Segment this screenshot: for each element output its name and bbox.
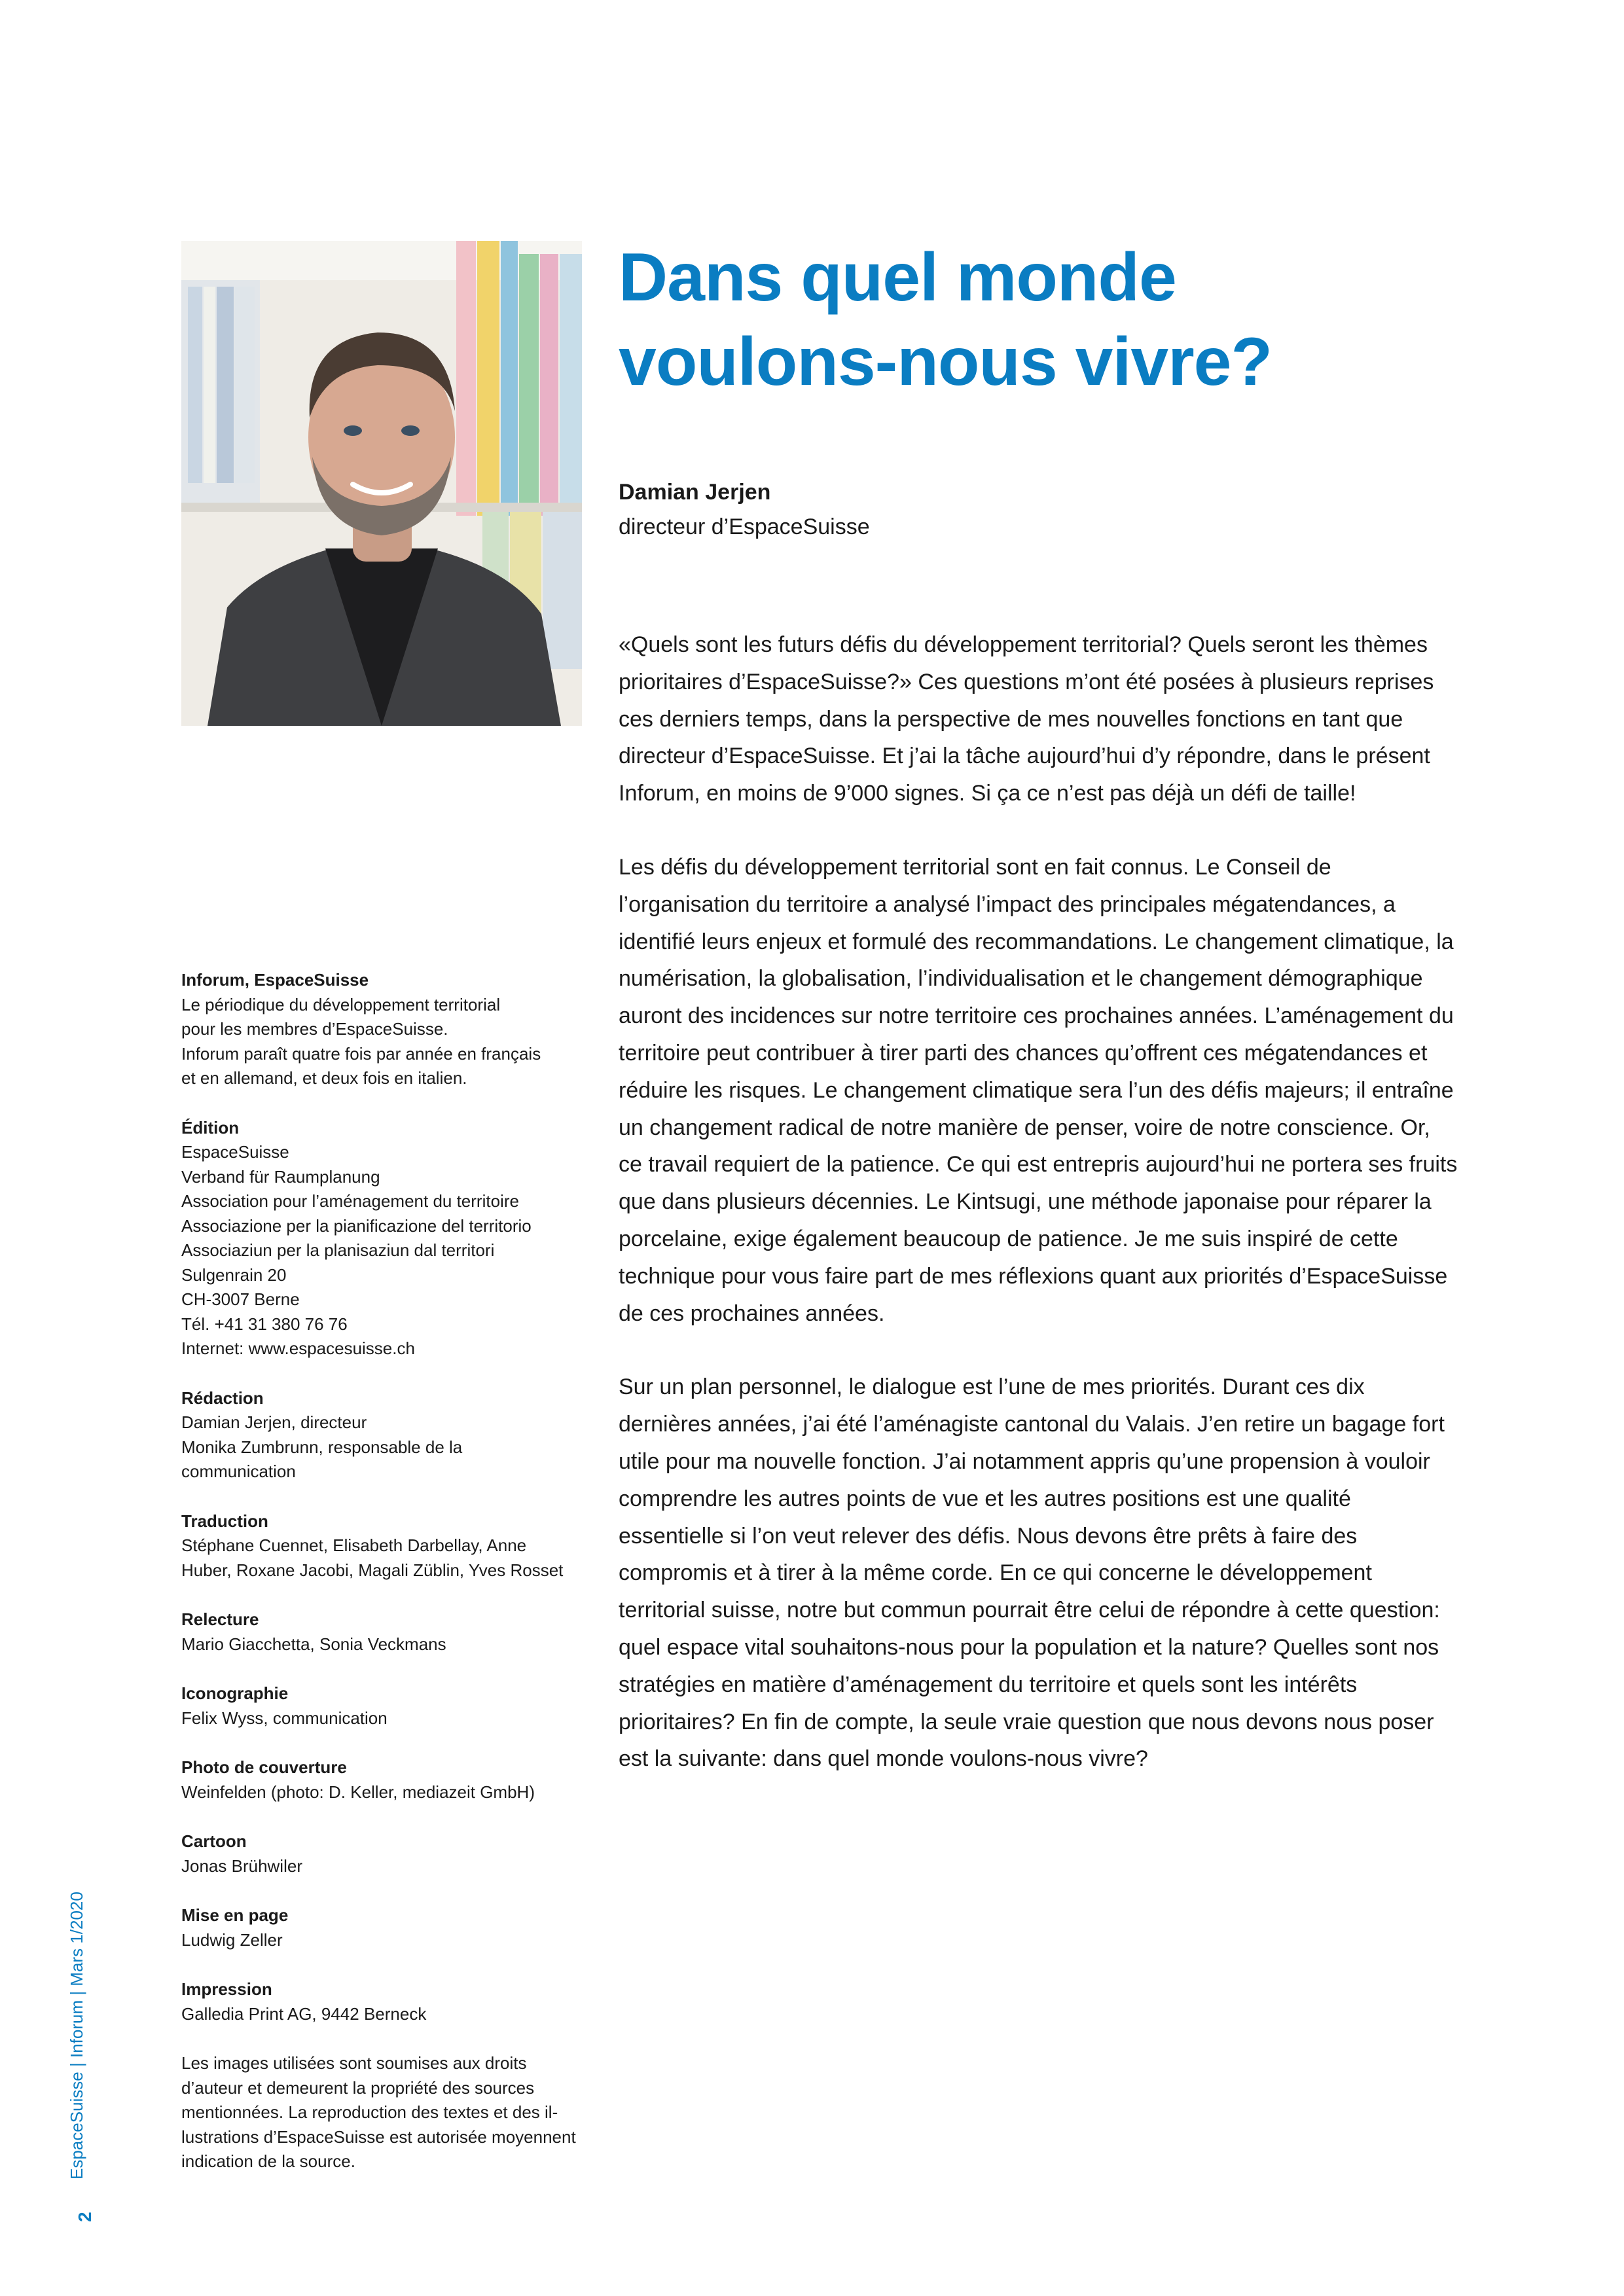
imprint-line: Ludwig Zeller (181, 1929, 283, 1950)
imprint-line: Association pour l’aménagement du territoire (181, 1191, 519, 1211)
article-paragraph: «Quels sont les futurs défis du développement territorial? Quels seront les thèmes prioritaires d’EspaceSuisse?» Ces questions m’ont été posées à plusieurs reprises ces derniers temps, dans la perspective de mes nouvelles fonctions en tant que directeur d’EspaceSuisse. Et j’ai la tâche aujourd’hui d’y répondre, dans le présent Inforum, en moins de 9’000 signes. Si ça ce n’est pas déjà un défi de taille! (619, 632, 1434, 806)
imprint-line: Stéphane Cuennet, Elisabeth Darbellay, Anne (181, 1535, 527, 1555)
imprint-line: Les images utilisées sont soumises aux droits (181, 2053, 527, 2073)
imprint-label: Édition (181, 1117, 240, 1138)
imprint-line: communication (181, 1462, 296, 1481)
imprint-block-relecture (181, 1607, 587, 1657)
imprint-line: Jonas Brühwiler (181, 1856, 302, 1876)
imprint-line: Galledia Print AG, 9442 Berneck (181, 2003, 427, 2024)
imprint-block-traduction (181, 1509, 587, 1583)
imprint-line: Associaziun per la planisaziun dal territori (181, 1240, 495, 1260)
imprint-line: Mario Giacchetta, Sonia Veckmans (181, 1634, 446, 1654)
imprint-line: lustrations d’EspaceSuisse est autorisée moyennent (181, 2126, 576, 2147)
imprint-label: Relecture (181, 1609, 259, 1629)
imprint-line: Huber, Roxane Jacobi, Magali Züblin, Yves Rosset (181, 1560, 564, 1580)
imprint-label: Traduction (181, 1511, 268, 1531)
imprint-label: Cartoon (181, 1831, 247, 1851)
imprint-line: indication de la source. (181, 2151, 355, 2171)
imprint-block-iconographie (181, 1681, 587, 1731)
imprint-block-intro (181, 968, 587, 1091)
imprint-label: Iconographie (181, 1683, 289, 1703)
imprint-block-mise-en-page (181, 1903, 587, 1952)
imprint-line: Inforum paraît quatre fois par année en français (181, 1043, 541, 1064)
imprint-column (181, 968, 587, 2199)
imprint-block-edition (181, 1116, 587, 1361)
imprint-line: Damian Jerjen, directeur (181, 1412, 367, 1432)
imprint-label: Inforum, EspaceSuisse (181, 970, 369, 990)
page-number: 2 (75, 2212, 95, 2222)
imprint-line: Verband für Raumplanung (181, 1166, 380, 1187)
article-headline (619, 236, 1535, 404)
imprint-phone: Tél. +41 31 380 76 76 (181, 1314, 348, 1334)
imprint-block-redaction (181, 1386, 587, 1484)
imprint-label: Impression (181, 1979, 272, 1999)
imprint-line: CH-3007 Berne (181, 1289, 300, 1309)
imprint-line: d’auteur et demeurent la propriété des sources (181, 2077, 535, 2098)
imprint-label: Mise en page (181, 1905, 289, 1925)
imprint-line: EspaceSuisse (181, 1142, 289, 1162)
imprint-website-link[interactable]: Internet: www.espacesuisse.ch (181, 1338, 415, 1358)
article-body (619, 626, 1460, 1814)
imprint-line: pour les membres d’EspaceSuisse. (181, 1019, 448, 1039)
headline-line-2: voulons-nous vivre? (619, 324, 1272, 400)
imprint-line: Sulgenrain 20 (181, 1265, 287, 1285)
article-paragraph: Sur un plan personnel, le dialogue est l’une de mes priorités. Durant ces dix dernières années, j’ai été l’aménagiste cantonal du Valais. J’en retire un bagage fort utile pour ma nouvelle fonction. J’ai notamment appris qu’une propension à vouloir comprendre les autres points de vue et les autres positions est une qualité essentielle si l’on veut relever des défis. Nous devons être prêts à faire des compromis et à tirer à la même corde. En ce qui concerne le développement territorial suisse, notre but commun pourrait être celui de répondre à cette question: quel espace vital souhaitons-nous pour la population et la nature? Quelles sont nos stratégies en matière d’aménagement du territoire et quels sont les intérêts prioritaires? En fin de compte, la seule vraie question que nous devons nous poser est la suivante: dans quel monde voulons-nous vivre? (619, 1374, 1445, 1772)
imprint-block-impression (181, 1977, 587, 2026)
imprint-block-cartoon (181, 1829, 587, 1878)
imprint-line: Felix Wyss, communication (181, 1708, 388, 1728)
author-portrait-photo (181, 241, 582, 726)
imprint-legal-notice (181, 2051, 587, 2174)
author-role: directeur d’EspaceSuisse (619, 514, 870, 539)
article-paragraph: Les défis du développement territorial sont en fait connus. Le Conseil de l’organisation du territoire a analysé l’impact des principales mégatendances, a identifié leurs enjeux et formulé des recommandations. Le changement climatique, la numérisation, la globalisation, l’individualisation et le changement démographique auront des incidences sur notre territoire ces prochaines années. L’aménagement du territoire peut contribuer à tirer parti des chances qu’offrent ces mégatendances et réduire les risques. Le changement climatique sera l’un des défis majeurs; il entraîne un changement radical de notre manière de penser, voire de notre conscience. Or, ce travail requiert de la patience. Ce qui est entrepris aujourd’hui ne portera ses fruits que dans plusieurs décennies. Le Kintsugi, une méthode japonaise pour réparer la porcelaine, exige également beaucoup de patience. Je me suis inspiré de cette technique pour vous faire part de mes réflexions quant aux priorités d’EspaceSuisse de ces prochaines années. (619, 854, 1458, 1326)
publication-footer: EspaceSuisse | Inforum | Mars 1/2020 (67, 1892, 86, 2179)
imprint-line: et en allemand, et deux fois en italien. (181, 1068, 467, 1088)
imprint-label: Rédaction (181, 1388, 264, 1408)
author-name: Damian Jerjen (619, 480, 771, 505)
imprint-label: Photo de couverture (181, 1757, 347, 1777)
imprint-line: Weinfelden (photo: D. Keller, mediazeit GmbH) (181, 1782, 535, 1802)
imprint-line: Associazione per la pianificazione del territorio (181, 1215, 532, 1236)
imprint-line: Monika Zumbrunn, responsable de la (181, 1437, 463, 1457)
imprint-block-photo-couverture (181, 1755, 587, 1804)
imprint-line: Le périodique du développement territorial (181, 994, 501, 1014)
imprint-line: mentionnées. La reproduction des textes et des il- (181, 2102, 558, 2122)
headline-line-1: Dans quel monde (619, 240, 1176, 315)
